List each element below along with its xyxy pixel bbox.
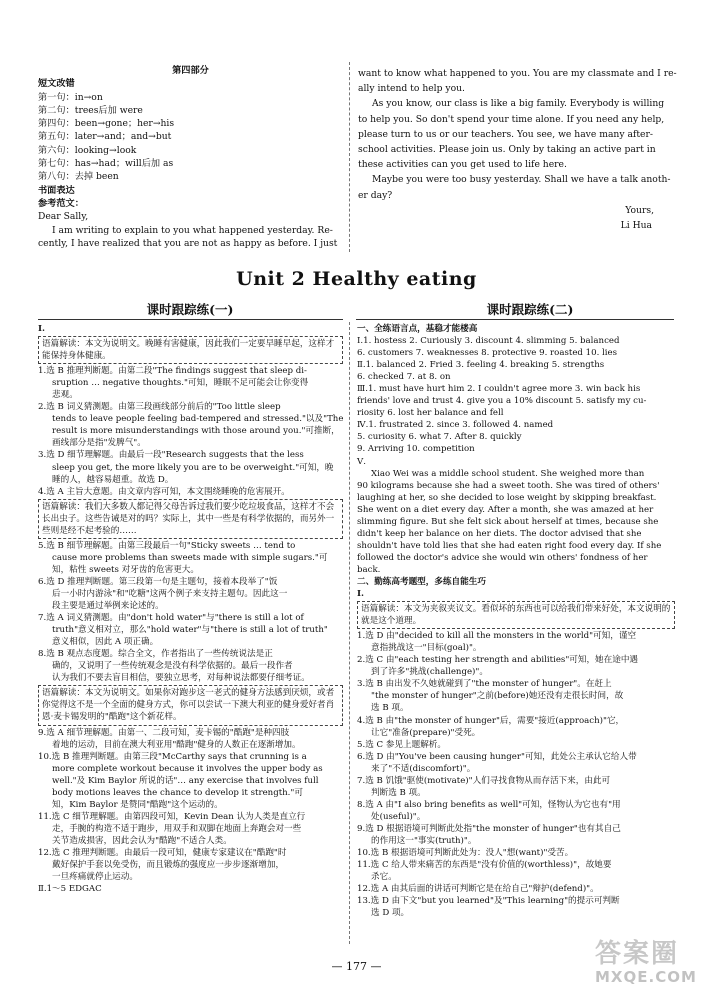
correction-line: 第四句：been→gone；her→his <box>38 118 175 130</box>
correction-line: 第五句：later→and；and→but <box>38 131 172 143</box>
answer-line: tends to leave people feeling bad-tempered and stressed."以及"The <box>52 414 344 425</box>
letter-line: ally intend to help you. <box>358 83 465 95</box>
answer-line: 让它"准备(prepare)"受死。 <box>371 727 481 738</box>
answer-line: 到了许多"挑战(challenge)"。 <box>371 667 488 678</box>
answer-line: 5.选 B 细节理解题。由第三段最后一句"Sticky sweets … tend to <box>38 540 296 551</box>
answer-line: 意指挑战这一"目标(goal)"。 <box>371 643 482 654</box>
answer-line: 确的，又说明了一些传统观念是没有科学依据的。最后一段作者 <box>52 661 293 672</box>
answer-line: 4.选 B 由"the monster of hunger"后，需要"接近(approach)"它， <box>357 715 625 726</box>
passage-note-text: 语篇解读：本文为说明文。晚睡有害健康，因此我们一定要早睡早起，这样才能保持身体健康。 <box>42 339 335 362</box>
correction-line: 第七句：has→had；will后加 as <box>38 158 174 170</box>
letter-closing: Yours, <box>625 204 654 216</box>
answer-line: 3.选 B 由出发不久她就碰到了"the monster of hunger"。在赶上 <box>357 679 612 690</box>
answer-line: Ⅰ.1. hostess 2. Curiously 3. discount 4. slimming 5. balanced <box>357 336 620 347</box>
right-main-column <box>357 323 675 919</box>
answer-line: 6.选 D 由"You've been causing hunger"可知，此处公主承认它给人带 <box>357 751 637 762</box>
answer-line: 9.选 A 细节理解题。由第一、二段可知，麦卡锡的"酷跑"是种四肢 <box>38 727 290 738</box>
answer-line: 1.选 B 推理判断题。由第二段"The findings suggest that sleep di- <box>38 366 307 377</box>
answer-line: 7.选 A 词义猜测题。由"don't hold water"与"there is still a lot of <box>38 613 304 624</box>
top-left-column <box>38 64 343 250</box>
page-number: — 177 — <box>331 960 382 973</box>
passage-note-box <box>38 336 343 364</box>
answer-line: 一旦疼痛就停止运动。 <box>52 872 138 883</box>
letter-line: these activities can you get used to life here. <box>358 159 567 171</box>
answer-line: 5.选 C 参见上题解析。 <box>357 739 446 750</box>
passage-line: She went on a diet every day. After a month, she was amazed at her <box>357 504 654 515</box>
passage-note-text: 语篇解读：本文为说明文。如果你对跑步这一老式的健身方法感到厌烦，或者你觉得这不是一个全面的健身方式，你可以尝试一下澳大利亚的健身爱好者肖恩·麦卡锡发明的"酷跑"这个新花样。 <box>42 688 335 723</box>
answer-line: 画线部分是指"发脾气"。 <box>52 438 146 449</box>
answer-line: 11.选 C 细节理解题。由第四段可知，Kevin Dean 认为人类是直立行 <box>38 811 306 822</box>
answer-line: 12.选 C 推理判断题。由最后一段可知，健康专家建议在"酷跑"时 <box>38 847 287 858</box>
answer-line: 杀它。 <box>371 872 397 883</box>
proofreading-label: 短文改错 <box>38 78 75 90</box>
letter-line: As you know, our class is like a big family. Everybody is willing <box>372 98 665 110</box>
answer-line: 选 B 项。 <box>371 703 409 714</box>
passage-note-box <box>38 685 343 725</box>
section-label: Ⅰ. <box>357 589 365 600</box>
letter-line: to help you. So don't spend your time alone. If you need any help, <box>358 113 665 125</box>
letter-line: er day? <box>358 189 393 201</box>
answer-line: 4.选 A 主旨大意题。由文章内容可知，本文围绕睡晚的危害展开。 <box>38 486 290 497</box>
answer-line: 处(useful)"。 <box>371 811 426 822</box>
answer-line: 9.选 D 根据语境可判断此处指"the monster of hunger"也有其自己 <box>357 823 621 834</box>
answer-line: 意义相似，因此 A 项正确。 <box>52 637 159 648</box>
answer-line: body motions leaves the chance to develop it strength."可 <box>52 787 303 798</box>
answer-line: 戴好保护手套以免受伤，而且锻炼的强度应一步步逐渐增加， <box>52 860 285 871</box>
answer-line: 2.选 B 词义猜测题。由第三段画线部分前后的"Too little sleep <box>38 402 281 413</box>
unit-title: Unit 2 Healthy eating <box>236 268 477 290</box>
answer-line: 6. customers 7. weaknesses 8. protective 9. roasted 10. lies <box>357 348 618 359</box>
section-two-answers: Ⅱ.1～5 EDGAC <box>38 884 102 895</box>
answer-line: 认为我们不要去盲目相信，要独立思考，对每种说法都要仔细考证。 <box>52 673 310 684</box>
answer-line: 悲观。 <box>52 390 78 401</box>
top-column-divider <box>349 62 350 252</box>
answer-line: 判断选 B 项。 <box>371 787 426 798</box>
answer-line: 关节造成损害，因此会认为"酷跑"不适合人类。 <box>52 835 232 846</box>
passage-line: shouldn't have told lies that she had eaten right food every day. If she <box>357 540 662 551</box>
answer-line: 睡的人，越容易超重。故选 D。 <box>52 474 174 485</box>
site-watermark <box>595 940 705 994</box>
answer-line: 段主要是通过举例来论述的。 <box>52 601 164 612</box>
answer-line: 3.选 D 细节理解题。由最后一段"Research suggests that the less <box>38 450 304 461</box>
answer-line: truth"意义相对立，那么"hold water"与"there is still a lot of truth" <box>52 625 328 636</box>
right-subtitle: 课时跟踪练(二) <box>486 302 574 317</box>
correction-line: 第八句：去掉 been <box>38 171 119 183</box>
passage-note-text: 语篇解读：本文为夹叙夹议文。看似坏的东西也可以给我们带来好处，本文说明的就是这个道理。 <box>361 604 671 627</box>
answer-line: cause more problems than sweets made with simple sugars."可 <box>52 552 328 563</box>
watermark-url: MXQE.COM <box>595 968 697 986</box>
answer-line: 9. Arriving 10. competition <box>357 444 475 455</box>
answer-line: sruption … negative thoughts."可知，睡眠不足可能会让你变得 <box>52 378 309 389</box>
letter-line: please turn to us or our teachers. You see, we have many after- <box>358 128 653 140</box>
section-heading: 二、勤练高考题型，多练自能生巧 <box>357 576 486 587</box>
answer-line: well."及 Kim Baylor 所说的话"… any exercise that involves full <box>52 775 319 786</box>
correction-line: 第六句：looking→look <box>38 144 137 156</box>
letter-line: Maybe you were too busy yesterday. Shall we have a talk anoth- <box>372 174 671 186</box>
left-main-column <box>38 323 343 895</box>
answer-line: more complete workout because it involves the upper body as <box>52 763 323 774</box>
answer-line: Ⅳ.1. frustrated 2. since 3. followed 4. named <box>357 420 554 431</box>
right-subtitle-rule <box>356 319 674 320</box>
main-column-divider <box>349 322 350 944</box>
answer-line: 后一小时内游泳"和"吃糖"这两个例子来支持主题句。因此这一 <box>52 588 288 599</box>
answer-line: 的作用这一"事实(truth)"。 <box>371 835 477 846</box>
answer-line: 来了"不适(discomfort)"。 <box>371 763 476 774</box>
answer-line: 选 D 项。 <box>371 908 410 919</box>
letter-line: cently, I have realized that you are not as happy as before. I just <box>38 237 338 249</box>
letter-line: school activities. Please join us. Only by taking an active part in <box>358 144 656 156</box>
letter-signature: Li Hua <box>620 220 652 232</box>
answer-line: 着地的运动，目前在澳大利亚用"酷跑"健身的人数正在逐渐增加。 <box>52 739 301 750</box>
watermark-logo-text: 答案圈 <box>595 939 680 969</box>
answer-line: 知，粘性 sweets 对牙齿的危害更大。 <box>52 564 199 575</box>
answer-line: Ⅲ.1. must have hurt him 2. I couldn't agree more 3. win back his <box>357 384 641 395</box>
answer-line: 5. curiosity 6. what 7. After 8. quickly <box>357 432 522 443</box>
left-subtitle: 课时跟踪练(一) <box>146 302 234 317</box>
passage-line: Xiao Wei was a middle school student. She weighed more than <box>371 468 645 479</box>
answer-line: 8.选 B 观点态度题。综合全文，作者指出了一些传统说法是正 <box>38 649 273 660</box>
answer-line: 1.选 D 由"decided to kill all the monsters in the world"可知，谨空 <box>357 631 637 642</box>
correction-line: 第二句：trees后加 were <box>38 104 143 116</box>
answer-line: 12.选 A 由其后面的讲话可判断它是在给自己"辩护(defend)"。 <box>357 884 599 895</box>
answer-line: 8.选 A 由"I also bring benefits as well"可知，怪物认为它也有"用 <box>357 799 621 810</box>
passage-note-box <box>38 499 343 539</box>
passage-note-text: 语篇解读：我们大多数人都记得父母告诉过我们要少吃垃圾食品，这样才不会长出虫子。这些告诫是对的吗？实际上，其中一些是有科学依据的，而另外一些则是经不起考验的…… <box>42 501 335 536</box>
correction-line: 第一句：in→on <box>38 91 103 103</box>
sample-label: 参考范文： <box>38 197 84 209</box>
letter-salutation: Dear Sally, <box>38 211 89 223</box>
answer-line: 10.选 B 根据语境可判断此处为：没人"想(want)"受苦。 <box>357 848 574 859</box>
section-label: Ⅰ. <box>38 324 46 334</box>
letter-line: want to know what happened to you. You are my classmate and I re- <box>358 68 677 79</box>
answer-line: 13.选 D 由下文"but you learned"及"This learning"的提示可判断 <box>357 896 620 907</box>
answer-line: result is more misunderstandings with those around you."可推断， <box>52 426 340 437</box>
passage-line: 90 kilograms because she had a sweet tooth. She was tired of others' <box>357 480 660 491</box>
passage-line: followed the doctor's advice she would win others' fondness of her <box>357 552 648 563</box>
answer-line: 走，手腕的构造不适于跑步，用双手和双脚在地面上奔跑会对一些 <box>52 823 302 834</box>
answer-line: 知，Kim Baylor 是赞同"酷跑"这个运动的。 <box>52 799 223 810</box>
answer-line: 2.选 C 由"each testing her strength and abilities"可知，她在途中遇 <box>357 655 639 666</box>
letter-line: I am writing to explain to you what happened yesterday. Re- <box>52 224 333 236</box>
passage-note-box <box>357 601 675 629</box>
answer-line: riosity 6. lost her balance and fell <box>357 408 504 419</box>
passage-line: laughing at her, so she decided to lose weight by skipping breakfast. <box>357 492 657 503</box>
passage-line: back. <box>357 564 381 575</box>
passage-line: didn't keep her balance on her diets. The doctor advised that she <box>357 528 642 539</box>
answer-line: 10.选 B 推理判断题。由第三段"McCarthy says that crunning is a <box>38 751 307 762</box>
answer-line: friends' love and trust 4. give you a 10% discount 5. satisfy my cu- <box>357 396 647 407</box>
part-four-heading: 第四部分 <box>172 65 209 76</box>
section-heading: 一、全练语言点，基稳才能楼高 <box>357 324 478 334</box>
answer-line: 6. checked 7. at 8. on <box>357 372 451 383</box>
answer-line: Ⅱ.1. balanced 2. Fried 3. feeling 4. breaking 5. strengths <box>357 360 605 371</box>
answer-line: "the monster of hunger"之前(before)她还没有走很长时间，故 <box>371 691 624 702</box>
passage-line: slimming figure. But she felt sick about herself at times, because she <box>357 516 659 527</box>
answer-line: 11.选 C 给人带来痛苦的东西是"没有价值的(worthless)"，故她要 <box>357 860 612 871</box>
answer-line: 6.选 D 推理判断题。第三段第一句是主题句，接着本段举了"饭 <box>38 576 278 587</box>
left-subtitle-rule <box>38 319 343 320</box>
answer-line: 7.选 B 饥饿"驱使(motivate)"人们寻找食物从而存活下来，由此可 <box>357 775 611 786</box>
top-right-column <box>358 66 676 233</box>
answer-line: Ⅴ. <box>357 456 366 467</box>
answer-line: sleep you get, the more likely you are to be overweight."可知，晚 <box>52 462 334 473</box>
writing-label: 书面表达 <box>38 184 75 196</box>
